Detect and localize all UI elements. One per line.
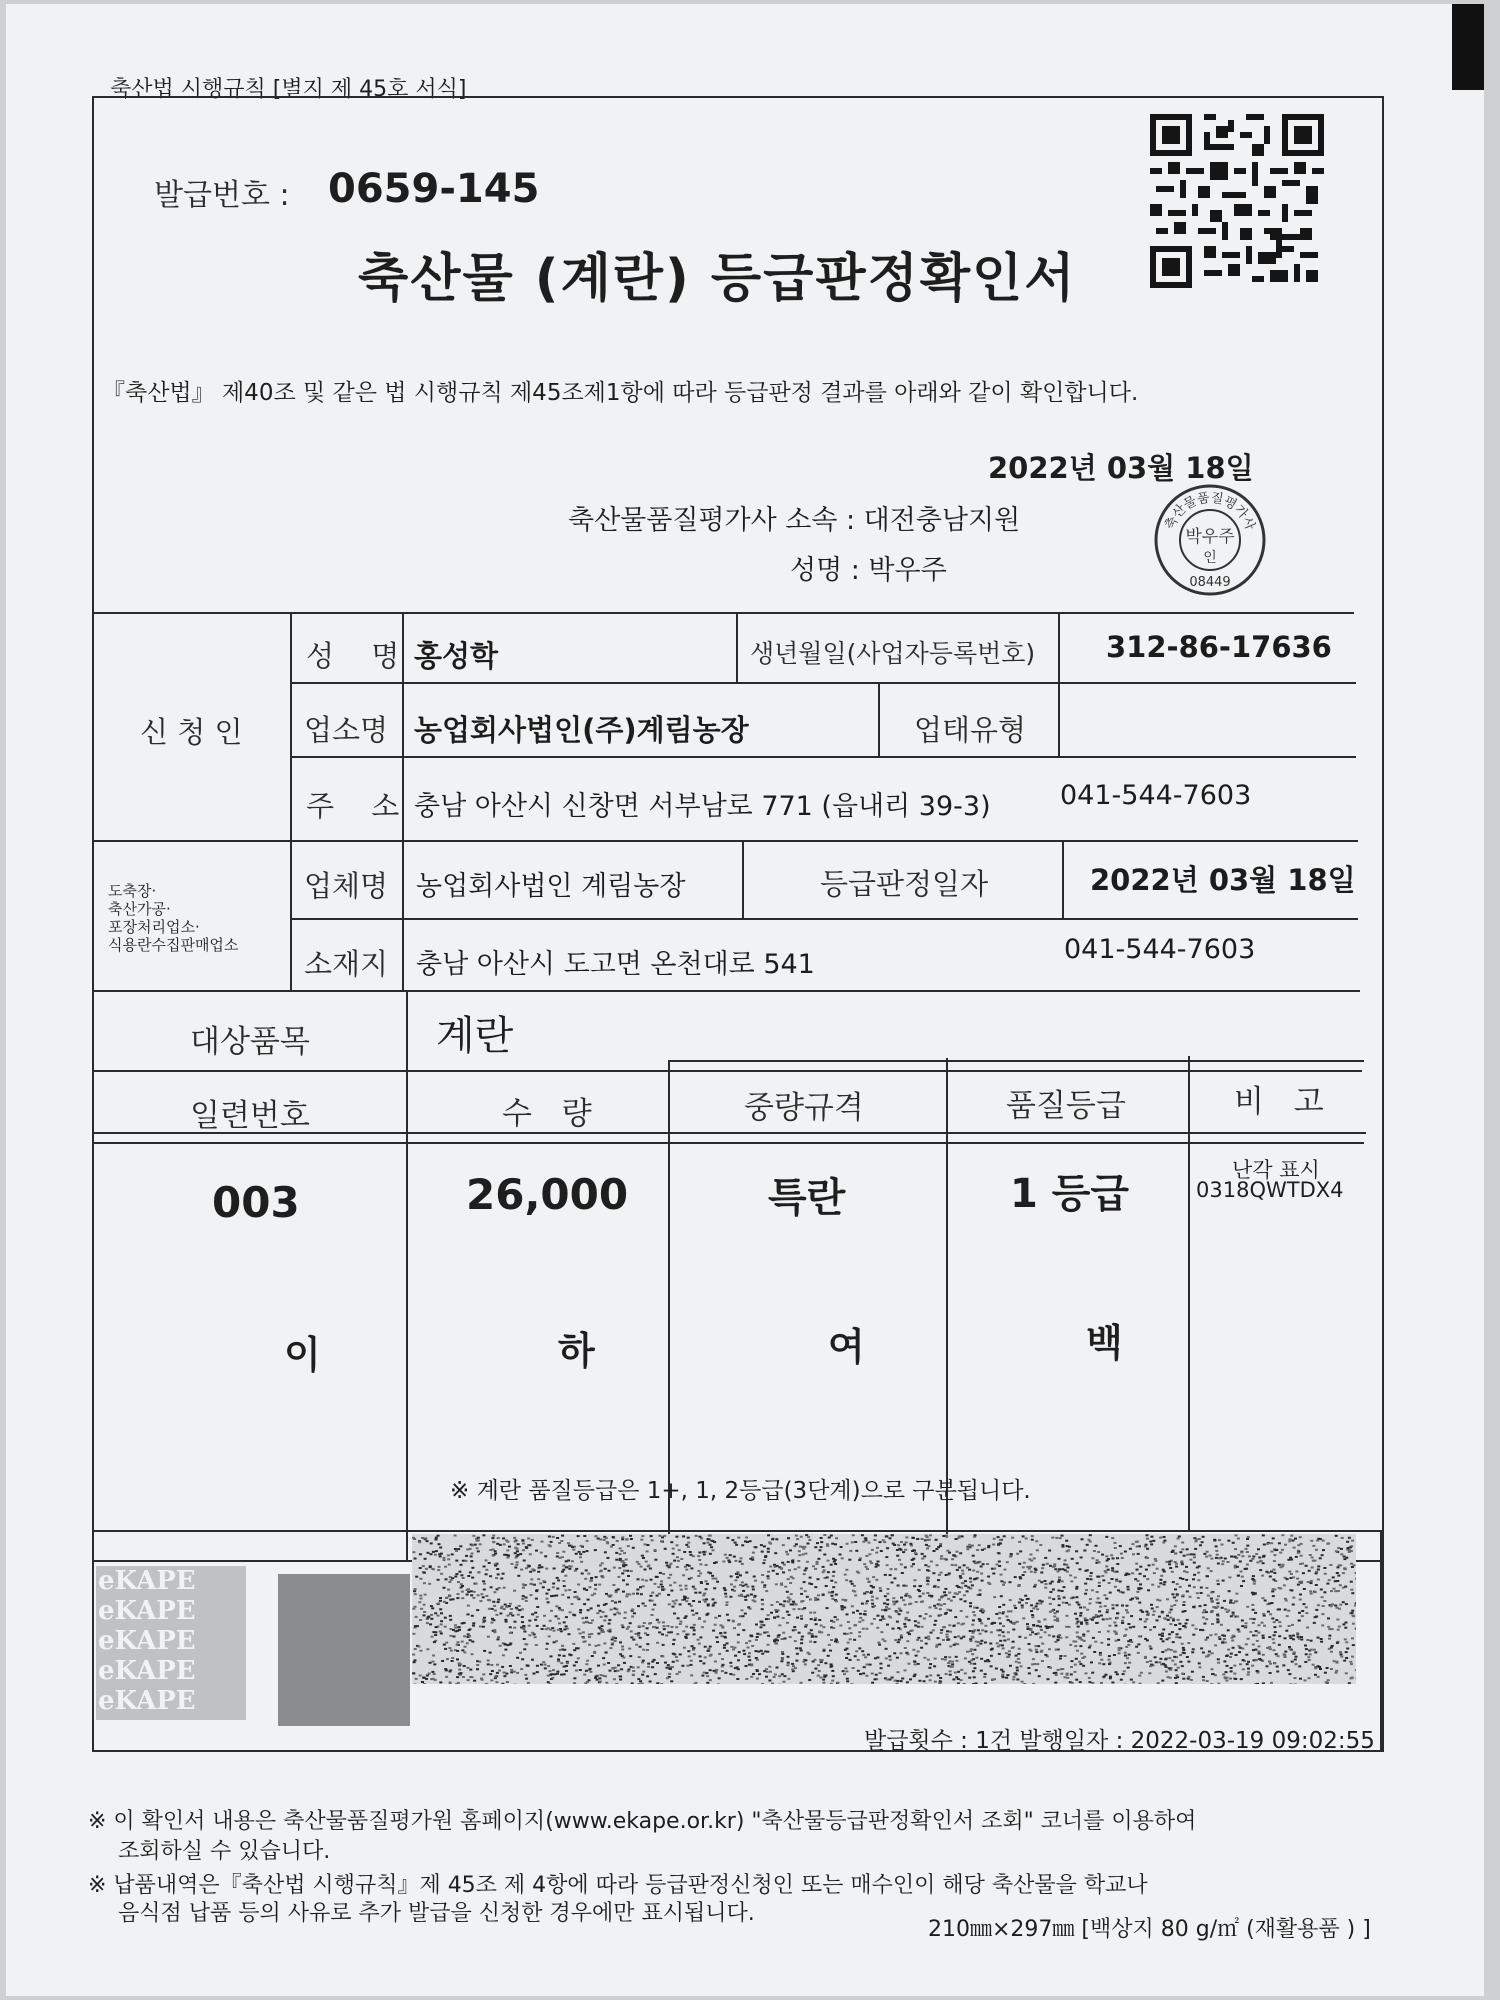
rule-v4	[1058, 612, 1060, 684]
ekape-watermark	[96, 1566, 246, 1720]
certificate-paper	[6, 4, 1484, 1996]
footnote: ※ 납품내역은『축산법 시행규칙』제 45조 제 4항에 따라 등급판정신청인 또는 매수인이 해당 축산물을 학교나	[88, 1873, 1148, 1898]
col-header-weight: 중량규격	[744, 1090, 864, 1126]
item-value: 계란	[436, 1013, 514, 1059]
rule-h6	[94, 990, 1360, 992]
watermark-line: eKAPE	[98, 1596, 196, 1626]
dark-corner	[1452, 4, 1484, 90]
rule-h4	[94, 840, 1358, 842]
address-label: 주 소	[306, 789, 414, 823]
facility-label-line: 식용란수집판매업소	[108, 936, 239, 954]
facility-location: 충남 아산시 도고면 온천대로 541	[416, 949, 815, 980]
watermark-line: eKAPE	[98, 1686, 196, 1716]
business-type-label: 업태유형	[914, 713, 1027, 747]
void-mark: 이	[284, 1333, 321, 1377]
business-name: 농업회사법인(주)계림농장	[414, 713, 749, 747]
rule-v1	[290, 612, 292, 992]
issue-number: 0659-145	[328, 166, 540, 212]
grade-value: 1 등급	[1010, 1171, 1130, 1217]
col-header-grade: 품질등급	[1006, 1088, 1126, 1124]
company-name: 농업회사법인 계림농장	[416, 871, 686, 902]
quantity-value: 26,000	[466, 1170, 629, 1219]
serial-number: 003	[212, 1178, 300, 1227]
stamp-number: 08449	[1189, 575, 1231, 590]
grading-date: 2022년 03월 18일	[1090, 863, 1356, 897]
facility-label-line: 포장처리업소·	[108, 918, 200, 936]
col-header-note: 비 고	[1234, 1084, 1334, 1120]
facility-label-line: 도축장·	[108, 882, 157, 900]
facility-phone: 041-544-7603	[1064, 934, 1256, 965]
note-line-1: 난각 표시	[1232, 1158, 1320, 1182]
applicant-address: 충남 아산시 신창면 서부남로 771 (읍내리 39-3)	[414, 791, 991, 822]
seal-stamp-icon	[1152, 482, 1268, 598]
watermark-line: eKAPE	[98, 1626, 196, 1656]
weight-value: 특란	[768, 1175, 846, 1221]
document-title: 축산물 (계란) 등급판정확인서	[358, 249, 1077, 309]
rule-h3	[290, 756, 1356, 758]
form-reference: 축산법 시행규칙 [별지 제 45호 서식]	[110, 77, 467, 102]
rule-col1	[406, 1070, 408, 1562]
birth-label: 생년월일(사업자등록번호)	[750, 639, 1036, 668]
qr-code-icon	[1144, 114, 1330, 288]
footnote: ※ 이 확인서 내용은 축산물품질평가원 홈페이지(www.ekape.or.kr) "축산물등급판정확인서 조회" 코너를 이용하여	[88, 1809, 1197, 1834]
rule-v8	[1062, 840, 1064, 920]
stamp-name: 박우주	[1185, 527, 1235, 547]
hologram-patch	[278, 1574, 410, 1726]
watermark-line: eKAPE	[98, 1656, 196, 1686]
rule-h7	[94, 1070, 1362, 1072]
rule-v5	[878, 682, 880, 758]
facility-label-line: 축산가공·	[108, 900, 171, 918]
rule-h5	[290, 918, 1358, 920]
col-header-quantity: 수 량	[502, 1096, 602, 1132]
rule-v9	[406, 990, 408, 1072]
footnote: 조회하실 수 있습니다.	[118, 1839, 331, 1864]
rule-h2	[290, 682, 1356, 684]
rule-h1	[94, 612, 1354, 614]
facility-section-label	[108, 882, 288, 954]
issue-date: 2022년 03월 18일	[988, 451, 1254, 485]
rule-col4	[1188, 1056, 1190, 1532]
applicant-phone: 041-544-7603	[1060, 780, 1252, 811]
rule-v7	[742, 840, 744, 920]
void-mark: 여	[828, 1325, 865, 1369]
rule-v3	[736, 612, 738, 684]
evaluator-name: 성명 : 박우주	[790, 555, 947, 586]
name-label: 성 명	[306, 639, 414, 673]
watermark-line: eKAPE	[98, 1566, 196, 1596]
paper-spec: 210㎜×297㎜ [백상지 80 g/㎡ (재활용품 ) ]	[928, 1917, 1371, 1942]
col-header-serial: 일련번호	[190, 1098, 310, 1134]
evaluator-affiliation: 축산물품질평가사 소속 : 대전충남지원	[568, 505, 1021, 536]
stamp-ring-text: 축산물품질평가사	[1162, 490, 1258, 533]
issue-count-date: 발급횟수 : 1건 발행일자 : 2022-03-19 09:02:55	[864, 1728, 1375, 1754]
rule-h8	[94, 1142, 1364, 1144]
applicant-name: 홍성학	[414, 639, 499, 673]
registration-number: 312-86-17636	[1106, 630, 1332, 664]
issue-number-label: 발급번호 :	[154, 178, 290, 213]
grading-date-label: 등급판정일자	[820, 867, 989, 901]
business-label: 업소명	[304, 713, 389, 747]
item-label: 대상품목	[190, 1024, 310, 1060]
footnote: 음식점 납품 등의 사유로 추가 발급을 신청한 경우에만 표시됩니다.	[118, 1901, 755, 1926]
company-label: 업체명	[304, 869, 389, 903]
rule-header-top	[670, 1060, 1364, 1062]
rule-v6	[1058, 682, 1060, 758]
grade-note: ※ 계란 품질등급은 1+, 1, 2등급(3단계)으로 구분됩니다.	[450, 1478, 1031, 1504]
security-noise-pattern	[412, 1534, 1356, 1684]
applicant-section-label: 신 청 인	[140, 715, 243, 749]
void-mark: 백	[1086, 1321, 1123, 1365]
legal-statement: 『축산법』 제40조 및 같은 법 시행규칙 제45조제1항에 따라 등급판정 결과를 아래와 같이 확인합니다.	[102, 380, 1139, 406]
location-label: 소재지	[304, 947, 389, 981]
void-mark: 하	[558, 1329, 595, 1373]
stamp-seal-char: 인	[1203, 550, 1217, 566]
note-line-2: 0318QWTDX4	[1196, 1178, 1344, 1202]
